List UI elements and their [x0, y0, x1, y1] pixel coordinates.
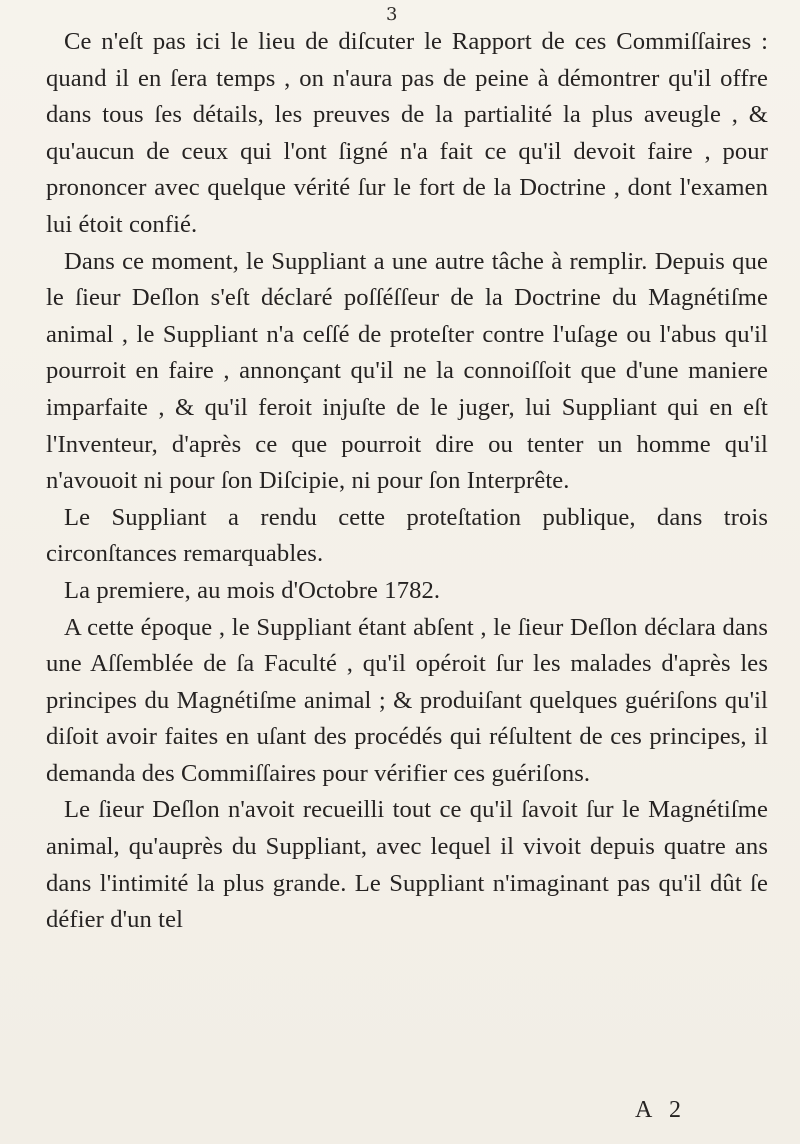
page-number: 3	[386, 4, 398, 25]
paragraph: Le ſieur Deſlon n'avoit recueilli tout ce qu'il ſavoit ſur le Magnétiſme animal, qu'auprès du Suppliant, avec lequel il vivoit depuis quatre ans dans l'intimité la plus grande. Le Suppliant n'imaginant pas qu'il dût ſe défier d'un tel	[46, 796, 768, 934]
body-text	[46, 24, 768, 939]
paragraph: Dans ce moment, le Suppliant a une autre tâche à remplir. Depuis que le ſieur Deſlon s'eſt déclaré poſſéſſeur de la Doctrine du Magnétiſme animal , le Suppliant n'a ceſſé de proteſter contre l'uſage ou l'abus qu'il pourroit en faire , annonçant qu'il ne la connoiſſoit que d'une maniere imparfaite , & qu'il feroit injuſte de le juger, lui Suppliant qui en eſt l'Inventeur, d'après ce que pourroit dire ou tenter un homme qu'il n'avouoit ni pour ſon Diſcipie, ni pour ſon Interprête.	[46, 247, 768, 495]
paragraph: Ce n'eſt pas ici le lieu de diſcuter le Rapport de ces Commiſſaires : quand il en ſera temps , on n'aura pas de peine à démontrer qu'il offre dans tous ſes détails, les preuves de la partialité la plus aveugle , & qu'aucun de ceux qui l'ont ſigné n'a fait ce qu'il devoit faire , pour prononcer avec quelque vérité ſur le fort de la Doctrine , dont l'examen lui étoit confié.	[46, 28, 768, 238]
paragraph: La premiere, au mois d'Octobre 1782.	[64, 576, 441, 604]
paragraph: Le Suppliant a rendu cette proteſtation publique, dans trois circonſtances remarquables.	[46, 503, 768, 568]
signature-mark: A 2	[635, 1097, 688, 1123]
paragraph: A cette époque , le Suppliant étant abſent , le ſieur Deſlon déclara dans une Aſſemblée de ſa Faculté , qu'il opéroit ſur les malades d'après les principes du Magnétiſme animal ; & produiſant quelques guériſons qu'il diſoit avoir faites en uſant des procédés qui réſultent de ces principes, il demanda des Commiſſaires pour vérifier ces guériſons.	[46, 613, 768, 787]
